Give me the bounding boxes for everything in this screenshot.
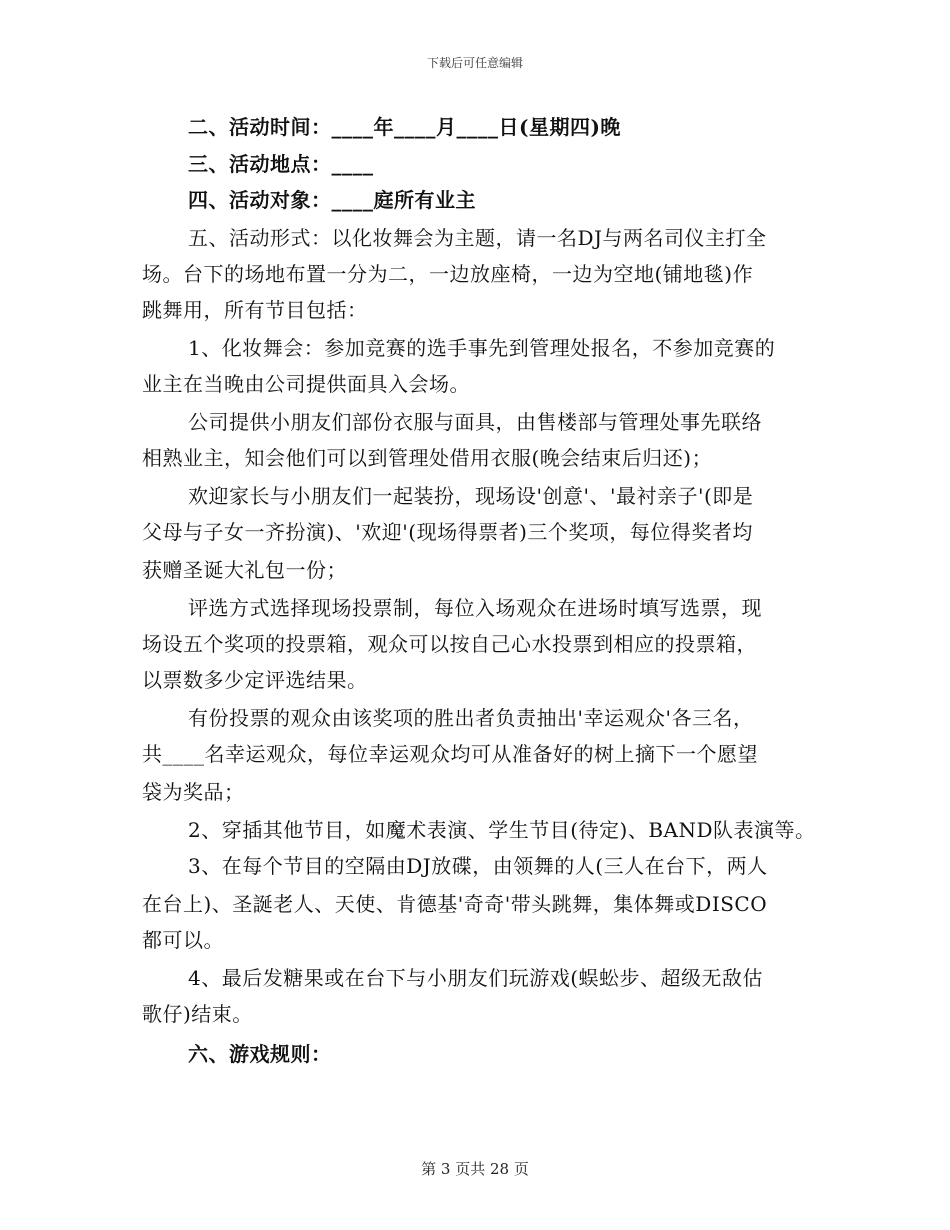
section-3-location: 三、活动地点：____ [188, 152, 374, 176]
item-3-line-1: 3、在每个节目的空隔由DJ放碟，由领舞的人(三人在台下，两人 [188, 854, 768, 878]
item-3-line-2: 在台上)、圣誕老人、天使、肯德基'奇奇'带头跳舞，集体舞或DISCO [142, 892, 768, 916]
para-voting-line-3: 以票数多少定评选结果。 [142, 668, 368, 692]
item-3-line-3: 都可以。 [142, 928, 224, 952]
para-voting-line-1: 评选方式选择现场投票制，每位入场观众在进场时填写选票，现 [188, 596, 762, 620]
para-voting-line-2: 场设五个奖项的投票箱，观众可以按自己心水投票到相应的投票箱， [142, 632, 757, 656]
item-2-line-1: 2、穿插其他节目，如魔术表演、学生节目(待定)、BAND队表演等。 [188, 818, 816, 842]
section-4-audience: 四、活动对象：____庭所有业主 [188, 188, 476, 212]
para-awards-line-3: 获赠圣诞大礼包一份； [142, 558, 347, 582]
page-footer: 第 3 页共 28 页 [421, 1160, 529, 1178]
section-5-form-line-2: 场。台下的场地布置一分为二，一边放座椅，一边为空地(铺地毯)作 [142, 262, 754, 286]
section-5-form-line-3: 跳舞用，所有节目包括： [142, 298, 368, 322]
page-header: 下载后可任意编辑 [426, 56, 523, 70]
para-lucky-line-1: 有份投票的观众由该奖项的胜出者负责抽出'幸运观众'各三名， [188, 706, 754, 730]
para-lucky-line-2: 共____名幸运观众，每位幸运观众均可从准备好的树上摘下一个愿望 [142, 742, 758, 766]
para-awards-line-1: 欢迎家长与小朋友们一起装扮，现场设'创意'、'最衬亲子'(即是 [188, 484, 754, 508]
item-4-line-2: 歌仔)结束。 [142, 1002, 253, 1026]
section-6-rules: 六、游戏规则： [188, 1042, 332, 1066]
para-costume-line-2: 相熟业主，知会他们可以到管理处借用衣服(晚会结束后归还)； [142, 446, 713, 470]
item-4-line-1: 4、最后发糖果或在台下与小朋友们玩游戏(蜈蚣步、超级无敌估 [188, 966, 764, 990]
para-lucky-line-3: 袋为奖品； [142, 780, 245, 804]
section-2-time: 二、活动时间：____年____月____日(星期四)晚 [188, 115, 621, 139]
item-1-line-2: 业主在当晚由公司提供面具入会场。 [142, 372, 470, 396]
section-5-form-line-1: 五、活动形式：以化妆舞会为主题，请一名DJ与两名司仪主打全 [188, 226, 767, 250]
item-1-line-1: 1、化妆舞会：参加竞赛的选手事先到管理处报名，不参加竞赛的 [188, 336, 776, 360]
para-costume-line-1: 公司提供小朋友们部份衣服与面具，由售楼部与管理处事先联络 [188, 410, 762, 434]
para-awards-line-2: 父母与子女一齐扮演)、'欢迎'(现场得票者)三个奖项，每位得奖者均 [142, 520, 753, 544]
